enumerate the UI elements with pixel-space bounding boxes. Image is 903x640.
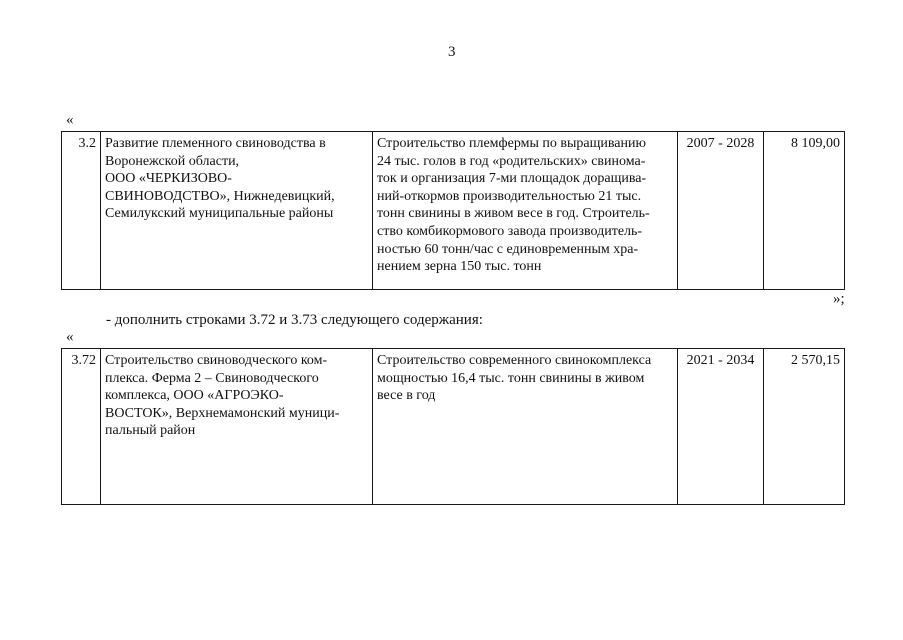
- project-name-line: Воронежской области,: [105, 153, 240, 169]
- description-line: нением зерна 150 тыс. тонн: [377, 259, 542, 275]
- row-number-cell: 3.72: [62, 349, 101, 505]
- project-name-line: пальный район: [105, 423, 196, 439]
- project-name-line: Развитие племенного свиноводства в: [105, 136, 326, 151]
- description-line: 24 тыс. голов в год «родительских» свинома-: [377, 153, 646, 169]
- project-name-cell: [101, 349, 373, 505]
- description-line: тонн свинины в живом весе в год. Строитель-: [377, 206, 650, 222]
- amended-row-table: [61, 131, 845, 290]
- row-number-cell: 3.2: [62, 132, 101, 290]
- description-line: Строительство современного свинокомплекса: [377, 353, 652, 368]
- implementation-years-cell: 2007 - 2028: [678, 132, 764, 290]
- project-description-cell: [373, 349, 678, 505]
- project-name-line: Строительство свиноводческого ком-: [105, 353, 328, 368]
- description-line: Строительство племфермы по выращиванию: [377, 136, 646, 151]
- amount-cell: 8 109,00: [764, 132, 845, 290]
- opening-quote-mark: «: [66, 329, 74, 345]
- table-row: [62, 349, 845, 505]
- implementation-years-cell: 2021 - 2034: [678, 349, 764, 505]
- added-row-table: [61, 348, 845, 505]
- project-name-line: ВОСТОК», Верхнемамонский муници-: [105, 405, 340, 421]
- amount-cell: 2 570,15: [764, 349, 845, 505]
- project-name-line: ООО «ЧЕРКИЗОВО-: [105, 171, 232, 187]
- description-line: ностью 60 тонн/час с единовременным хра-: [377, 241, 639, 257]
- description-line: ток и организация 7-ми площадок доращива-: [377, 171, 647, 187]
- description-line: мощностью 16,4 тыс. тонн свинины в живом: [377, 370, 645, 386]
- project-description-cell: [373, 132, 678, 290]
- project-name-line: Семилукский муниципальные районы: [105, 206, 334, 222]
- closing-quote-mark: »;: [833, 291, 845, 307]
- description-line: ство комбикормового завода производитель-: [377, 223, 643, 239]
- description-line: ний-откормов производительностью 21 тыс.: [377, 188, 642, 204]
- page-number: 3: [448, 44, 456, 60]
- project-name-line: плекса. Ферма 2 – Свиноводческого: [105, 370, 319, 386]
- amendment-instruction: - дополнить строками 3.72 и 3.73 следующего содержания:: [106, 312, 483, 328]
- table-row: [62, 132, 845, 290]
- project-name-line: СВИНОВОДСТВО», Нижнедевицкий,: [105, 188, 335, 204]
- description-line: весе в год: [377, 388, 436, 404]
- opening-quote-mark: «: [66, 112, 74, 128]
- project-name-line: комплекса, ООО «АГРОЭКО-: [105, 388, 284, 404]
- project-name-cell: [101, 132, 373, 290]
